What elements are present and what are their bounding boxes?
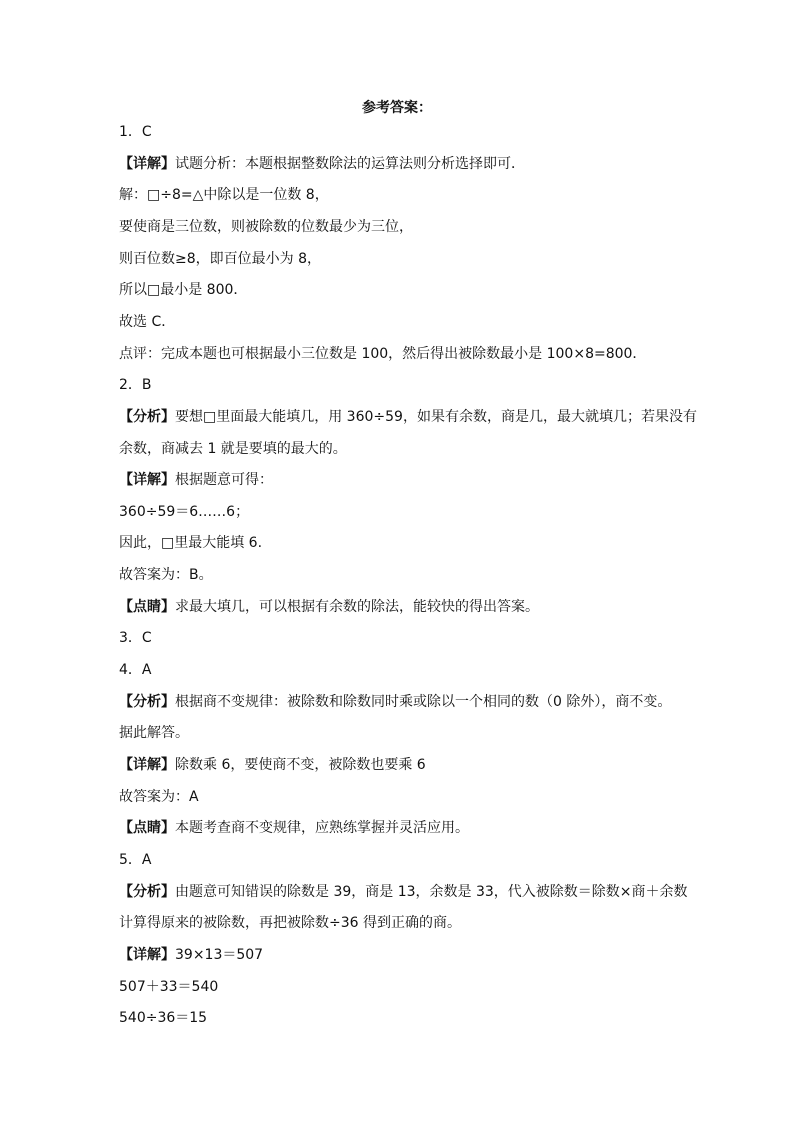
line-text: 故选 C． — [119, 313, 176, 330]
answer-line — [119, 439, 734, 459]
answer-line — [119, 375, 734, 395]
line-text: 39×13＝507 — [175, 946, 264, 963]
answer-line — [119, 217, 734, 237]
line-text: 所以□最小是 800． — [119, 282, 248, 299]
line-text: 要使商是三位数，则被除数的位数最少为三位， — [119, 218, 413, 235]
answer-line — [119, 122, 734, 142]
line-text: 余数，商减去 1 就是要填的最大的。 — [119, 440, 347, 457]
line-text: 要想□里面最大能填几，用 360÷59，如果有余数，商是几，最大就填几；若果没有 — [175, 408, 697, 425]
answer-line — [119, 755, 734, 775]
line-text: 1．C — [119, 124, 152, 140]
line-text: 507＋33＝540 — [119, 978, 219, 995]
answer-line — [119, 533, 734, 553]
section-tag: 【点睛】 — [119, 820, 175, 837]
line-text: 除数乘 6，要使商不变，被除数也要乘 6 — [175, 757, 426, 773]
answer-line — [119, 882, 734, 902]
line-text: 540÷36＝15 — [119, 1010, 208, 1027]
line-text: 故答案为：A — [119, 788, 199, 805]
line-text: 则百位数≥8，即百位最小为 8， — [119, 250, 321, 267]
page-title: 参考答案： — [362, 100, 432, 116]
answer-line — [119, 818, 734, 838]
answer-line — [119, 280, 734, 300]
section-tag: 【详解】 — [119, 472, 175, 489]
answer-line — [119, 945, 734, 965]
section-tag: 【分析】 — [119, 693, 175, 710]
answer-line — [119, 628, 734, 648]
answer-line — [119, 692, 734, 712]
line-text: 本题考查商不变规律，应熟练掌握并灵活应用。 — [175, 820, 469, 837]
section-tag: 【分析】 — [119, 408, 175, 425]
answer-line — [119, 344, 734, 364]
section-tag: 【详解】 — [119, 155, 175, 172]
answer-line — [119, 977, 734, 997]
answer-line — [119, 407, 734, 427]
line-text: 求最大填几，可以根据有余数的除法，能较快的得出答案。 — [175, 598, 539, 615]
answer-line — [119, 154, 734, 174]
answer-line — [119, 660, 734, 680]
line-text: 4．A — [119, 662, 152, 679]
line-text: 故答案为：B。 — [119, 567, 213, 584]
line-text: 试题分析：本题根据整数除法的运算法则分析选择即可． — [175, 155, 525, 172]
answer-line — [119, 913, 734, 933]
answer-line — [119, 565, 734, 585]
section-tag: 【分析】 — [119, 883, 175, 900]
answer-line — [119, 502, 734, 522]
line-text: 3．C — [119, 630, 152, 647]
answer-line — [119, 312, 734, 332]
answer-line — [119, 249, 734, 269]
section-tag: 【详解】 — [119, 946, 175, 963]
line-text: 根据题意可得： — [175, 472, 273, 489]
line-text: 5．A — [119, 851, 152, 868]
line-text: 根据商不变规律：被除数和除数同时乘或除以一个相同的数（0 除外），商不变。 — [175, 693, 672, 710]
answer-line — [119, 1008, 734, 1028]
answer-line — [119, 850, 734, 870]
line-text: 360÷59＝6……6； — [119, 503, 250, 520]
line-text: 2．B — [119, 377, 152, 394]
line-text: 解：□÷8=△中除以是一位数 8， — [119, 187, 329, 204]
line-text: 点评：完成本题也可根据最小三位数是 100，然后得出被除数最小是 100×8=800． — [119, 345, 647, 362]
answer-line — [119, 597, 734, 617]
section-tag: 【详解】 — [119, 757, 175, 773]
line-text: 由题意可知错误的除数是 39，商是 13，余数是 33，代入被除数＝除数×商＋余数 — [175, 883, 688, 900]
answer-line — [119, 723, 734, 743]
line-text: 计算得原来的被除数，再把被除数÷36 得到正确的商。 — [119, 915, 461, 932]
section-tag: 【点睛】 — [119, 598, 175, 615]
answer-line — [119, 470, 734, 490]
line-text: 据此解答。 — [119, 725, 189, 742]
answer-line — [119, 185, 734, 205]
answer-line — [119, 787, 734, 807]
line-text: 因此，□里最大能填 6. — [119, 535, 263, 552]
